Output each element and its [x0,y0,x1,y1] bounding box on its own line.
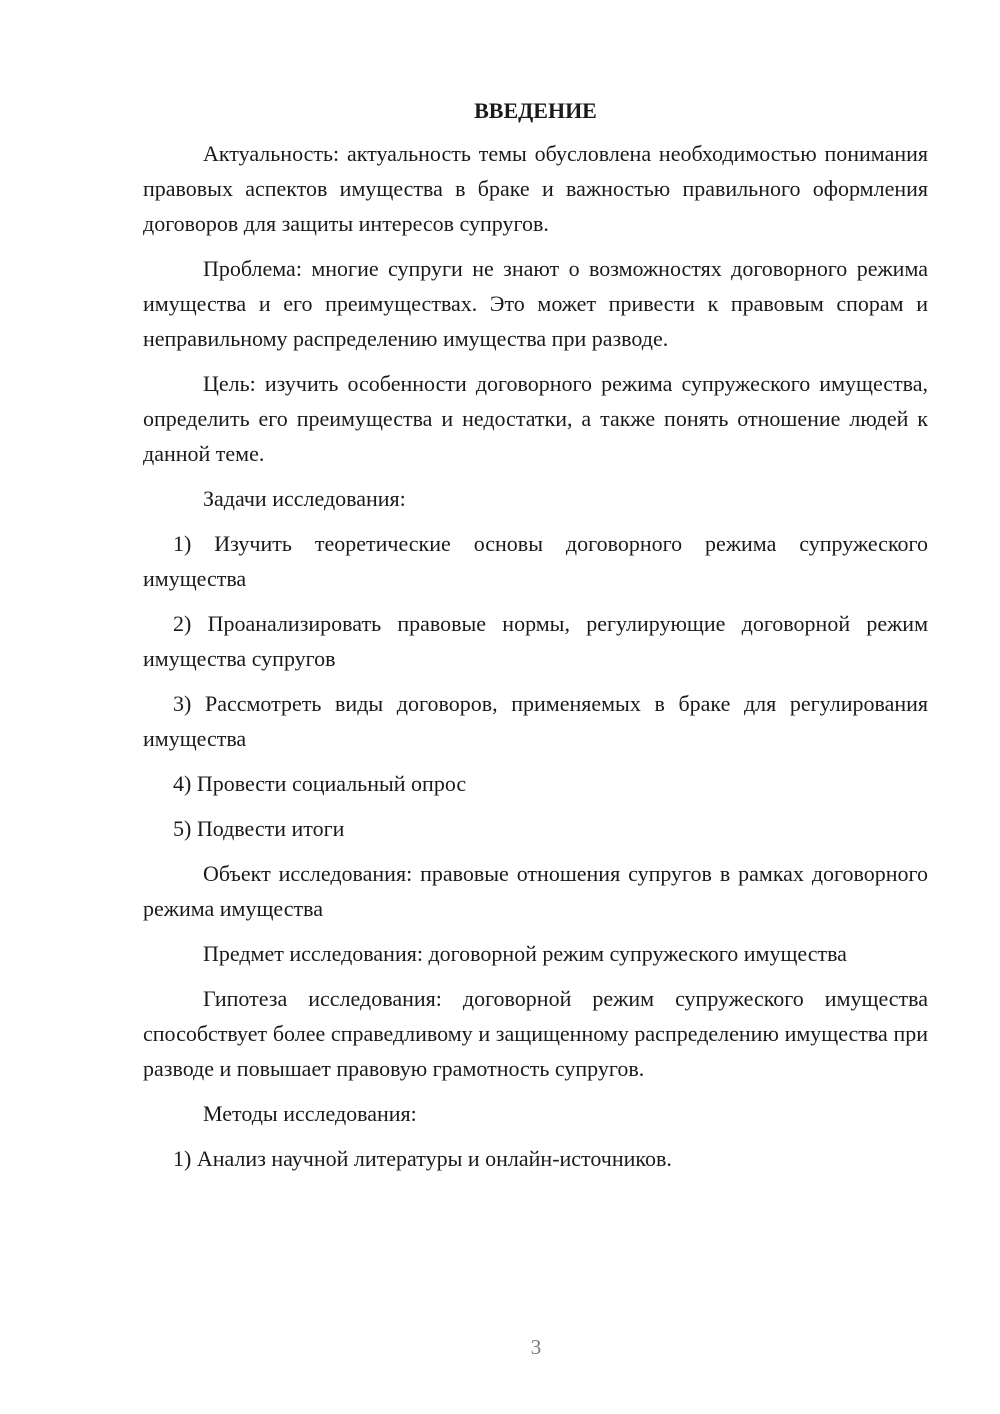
hypothesis-paragraph: Гипотеза исследования: договорной режим супружеского имущества способствует более справедливому и защищенному распределению имущества при разводе и повышает правовую грамотность супругов. [143,986,928,1081]
task-item-3: 3) Рассмотреть виды договоров, применяемых в браке для регулирования имущества [143,691,928,751]
section-heading: ВВЕДЕНИЕ [474,98,597,123]
tasks-intro: Задачи исследования: [203,486,406,511]
problem-paragraph: Проблема: многие супруги не знают о возможностях договорного режима имущества и его преимуществах. Это может привести к правовым спорам и неправильному распределению имущества при разводе. [143,256,928,351]
methods-intro: Методы исследования: [203,1101,417,1126]
task-item-5: 5) Подвести итоги [173,816,345,841]
object-paragraph: Объект исследования: правовые отношения супругов в рамках договорного режима имущества [143,861,928,921]
goal-paragraph: Цель: изучить особенности договорного режима супружеского имущества, определить его преимущества и недостатки, а также понять отношение людей к данной теме. [143,371,928,466]
subject-paragraph: Предмет исследования: договорной режим супружеского имущества [203,941,847,966]
method-item-1: 1) Анализ научной литературы и онлайн-источников. [173,1146,672,1171]
task-item-4: 4) Провести социальный опрос [173,771,467,796]
page-number: 3 [530,1335,542,1359]
relevance-paragraph: Актуальность: актуальность темы обусловлена необходимостью понимания правовых аспектов имущества в браке и важностью правильного оформления договоров для защиты интересов супругов. [143,141,928,236]
task-item-1: 1) Изучить теоретические основы договорного режима супружеского имущества [143,531,928,591]
task-item-2: 2) Проанализировать правовые нормы, регулирующие договорной режим имущества супругов [143,611,928,671]
page-content [143,96,928,1186]
